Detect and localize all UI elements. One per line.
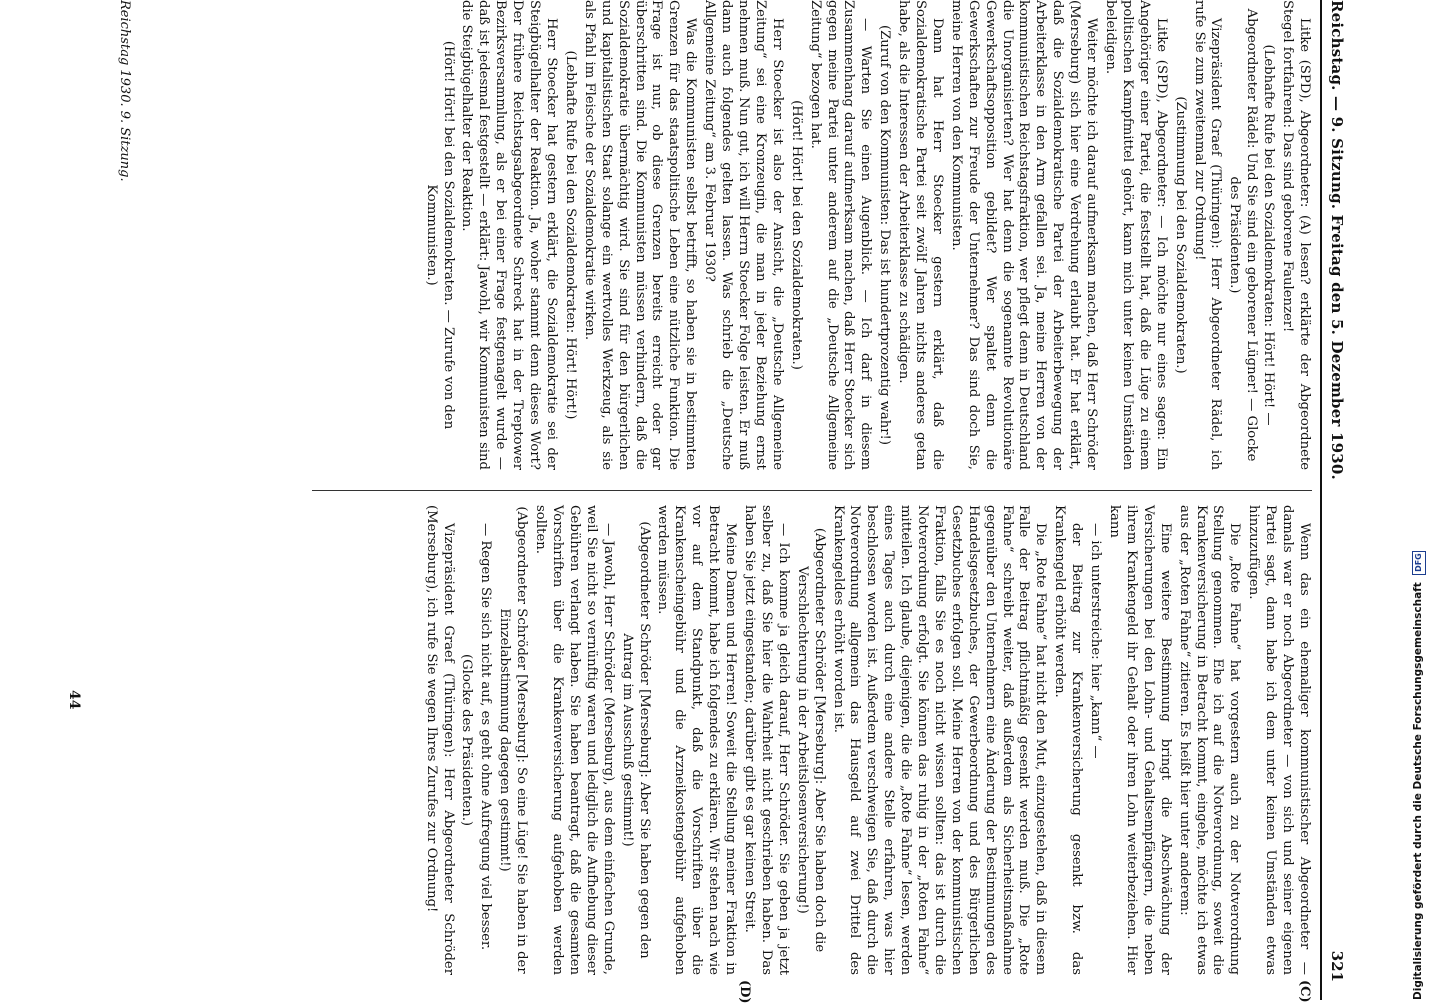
paragraph: Wenn das ein ehemaliger kommunistischer Abgeordneter — damals war er noch Abgeordneter — von sich und seiner eigenen Partei sagt, dann habe ich dem unter keinen Umständen etwas hinzuzufügen.: [1246, 505, 1312, 975]
paragraph: (Abgeordneter Schröder [Merseburg]: Aber Sie haben gegen den Antrag im Ausschuß gestimmt!): [619, 521, 652, 959]
credit-text: Digitalisierung gefördert durch die Deutsche Forschungsgemeinschaft: [1412, 582, 1424, 1000]
paragraph: Dann hat Herr Stoecker gestern erklärt, daß die Sozialdemokratische Partei seit zwölf Jahren nichts anderes getan habe, als die Interessen der Arbeiterklasse zu schädigen.: [896, 0, 945, 470]
paragraph: Eine weitere Bestimmung bringt die Abschwächung der Versicherungen bei den Lohn- und Gehaltsempfängern, die neben ihrem Krankengeld ihr Gehalt oder ihren Lohn weiterbeziehen. Hier kann: [1107, 505, 1173, 975]
paragraph: — Ich komme ja gleich darauf, Herr Schröder. Sie geben ja jetzt selber zu, daß Sie hier die Wahrheit nicht geschrieben haben. Das haben Sie jetzt eingestanden; darüber gibt es gar keinen Streit.: [742, 505, 791, 975]
paragraph: Weiter möchte ich darauf aufmerksam machen, daß Herr Schröder (Merseburg) sich hier eine Verdrehung erlaubt hat. Er hat erklärt, daß die Sozialdemokratische Partei der Arbeiterbewegung der Arbeiterklasse in den Arm gefallen sei. Ja, meine Herren von der kommunistischen Reichstagsfraktion, wer pflegt denn in Deutschland die Unorganisierten? Wer hat denn die sogenannte Revolutionäre Gewerkschaftsopposition gebildet? Wer spaltet denn die Gewerkschaften zur Freude der Unternehmer? Das sind doch Sie, meine Herren von den Kommunisten.: [948, 0, 1100, 470]
left-column: [420, 0, 1312, 470]
paragraph: Was die Kommunisten selbst betrifft, so haben sie in bestimmten Grenzen für das staatspolitische Leben eine nützliche Funktion. Die Frage ist nur, ob diese Grenzen bereits erreicht oder gar überschritten sind. Die Kommunisten müssen verhindern, daß die Sozialdemokratie übermächtig wird. Sie sind für den bürgerlichen und kapitalistischen Staat solange ein wertvolles Werkzeug, als sie als Pfahl im Fleische der Sozialdemokratie wirken.: [581, 0, 699, 470]
page-header: [1322, 0, 1352, 1000]
paragraph: Vizepräsident Graef (Thüringen): Herr Abgeordneter Schröder (Merseburg), ich rufe Sie wegen Ihres Zurufes zur Ordnung!: [423, 505, 456, 975]
paragraph: Meine Damen und Herren! Soweit die Stellung meiner Fraktion in Betracht kommt, habe ich folgendes zu erklären. Wir stehen nach wie vor auf dem Standpunkt, daß die Vorschriften über die Krankenscheingebühr und die Arzneikostengebühr aufgehoben werden müssen.: [655, 505, 739, 975]
paragraph: (Zuruf von den Kommunisten: Das ist hundertprozentig wahr!): [877, 24, 893, 445]
paragraph: der Beitrag zur Krankenversicherung gesenkt bzw. das Krankengeld erhöht werden.: [1052, 505, 1085, 975]
page-title: Reichstag. — 9. Sitzung. Freitag den 5. Dezember 1930.: [1328, 0, 1346, 480]
paragraph: (Zustimmung bei den Sozialdemokraten.): [1172, 96, 1188, 374]
paragraph: Die „Rote Fahne“ hat nicht den Mut, einzugestehen, daß in diesem Falle der Beitrag pflichtmäßig gesenkt werden muß. Die „Rote Fahne“ schreibt weiter, daß außerdem als Sicherheitsmaßnahme gegenüber den Unternehmern eine Änderung der Bestimmungen des Handelsgesetzbuches, der Gewerbeordnung und des Bürgerlichen Gesetzbuches erfolgen soll. Meine Herren von der kommunistischen Fraktion, falls Sie es noch nicht wissen sollten: das ist durch die Notverordnung erfolgt. Sie können das ruhig in der „Roten Fahne“ mitteilen. Ich glaube, diejenigen, die die „Rote Fahne“ lesen, werden eines Tages auch durch eine andere Stelle erfahren, was hier beschlossen worden ist. Außerdem verschweigen Sie, daß durch die Notverordnung allgemein das Hausgeld auf zwei Drittel des Krankengeldes erhöht worden ist.: [830, 505, 1049, 975]
footer-session: Reichstag 1930. 9. Sitzung.: [117, 0, 132, 182]
paragraph: — Jawohl, Herr Schröder (Merseburg), aus dem einfachen Grunde, weil Sie nicht so vernünftig waren und lediglich die Aufhebung dieser Gebühren verlangt haben. Sie haben beantragt, daß die gesamten Vorschriften über die Krankenversicherung aufgehoben werden sollten.: [533, 505, 616, 975]
column-divider: [312, 490, 1312, 491]
digitization-credit: [1412, 0, 1434, 1000]
paragraph: Litke (SPD), Abgeordneter: (A) lesen? erklärte der Abgeordnete Stegel fortfahrend: Das sind geborene Faulenzer!: [1280, 0, 1312, 470]
paragraph: Vizepräsident Graef (Thüringen): Herr Abgeordneter Rädel, ich rufe Sie zum zweitenmal zur Ordnung!: [1191, 0, 1224, 470]
margin-marker-d: (D): [737, 980, 752, 1004]
paragraph: — Warten Sie einen Augenblick. — Ich darf in diesem Zusammenhang darauf aufmerksam machen, daß Herr Stoecker sich gegen meine Partei unter anderem auf die „Deutsche Allgemeine Zeitung“ bezogen hat.: [807, 0, 874, 470]
header-rule: [1320, 0, 1322, 1000]
paragraph: (Lebhafte Rufe bei den Sozialdemokraten: Hört! Hört! — Abgeordneter Rädel: Und Sie sind ein geborener Lügner! — Glocke des Präsidenten.): [1227, 8, 1277, 462]
paragraph: — ich unterstreiche: hier „kann“ —: [1088, 523, 1104, 759]
dfg-logo-icon: DFG: [1412, 551, 1426, 575]
paragraph: Die „Rote Fahne“ hat vorgestern auch zu der Notverordnung Stellung genommen. Ehe ich auf die Notverordnung, soweit die Krankenversicherung in Betracht kommt, eingehe, möchte ich etwas aus der „Roten Fahne“ zitieren. Es heißt hier unter anderem:: [1176, 505, 1243, 975]
paragraph: (Abgeordneter Schröder [Merseburg]: So eine Lüge! Sie haben in der Einzelabstimmung dagegen gestimmt!): [497, 506, 530, 974]
sheet-number: 44: [66, 690, 82, 710]
paragraph: Herr Stoecker hat gestern erklärt, die Sozialdemokratie sei der Steigbügelhalter der Reaktion. Ja, woher stammt denn dieses Wort? Der frühere Reichstagsabgeordnete Schreck hat in der Treptower Bezirksversammlung, als er bei einer Frage festgenagelt wurde — daß ist jedesmal festgestellt — erklärt: Jawohl, wir Kommunisten sind die Steigbügelhalter der Reaktion.: [459, 0, 560, 470]
paragraph: (Hört! Hört! bei den Sozialdemokraten.): [788, 100, 804, 370]
paragraph: (Hört! Hört! bei den Sozialdemokraten. — Zurufe von den Kommunisten.): [423, 40, 456, 430]
paragraph: (Abgeordneter Schröder [Merseburg]: Aber Sie haben doch die Verschlechterung in der Arbeitslosenversicherung!): [794, 527, 827, 953]
paragraph: Herr Stoecker ist also der Ansicht, die „Deutsche Allgemeine Zeitung“ sei eine Kronzeugin, die man in jeder Beziehung ernst nehmen muß. Nun gut, ich will Herrn Stoecker Folge leisten. Er muß dann auch folgendes gelten lassen. Was schrieb die „Deutsche Allgemeine Zeitung“ am 3. Februar 1930?: [702, 0, 785, 470]
paragraph: — Regen Sie sich nicht auf, es geht ohne Aufregung viel besser.: [478, 523, 494, 951]
rotated-page-content: [12, 0, 1352, 1004]
paragraph: (Lebhafte Rufe bei den Sozialdemokraten: Hört! Hört!): [562, 50, 578, 420]
page-number: 321: [1328, 950, 1346, 982]
right-column: [420, 505, 1312, 975]
margin-marker-c: (C): [1297, 980, 1312, 1003]
paragraph: Litke (SPD), Abgeordneter: — Ich möchte nur eines sagen: Ein Angehöriger einer Partei, die feststellt hat, daß die Lüge zu einem politischen Kampfmittel gehört, kann mich unter keinen Umständen beleidigen.: [1103, 0, 1169, 470]
paragraph: (Glocke des Präsidenten.): [459, 653, 475, 827]
